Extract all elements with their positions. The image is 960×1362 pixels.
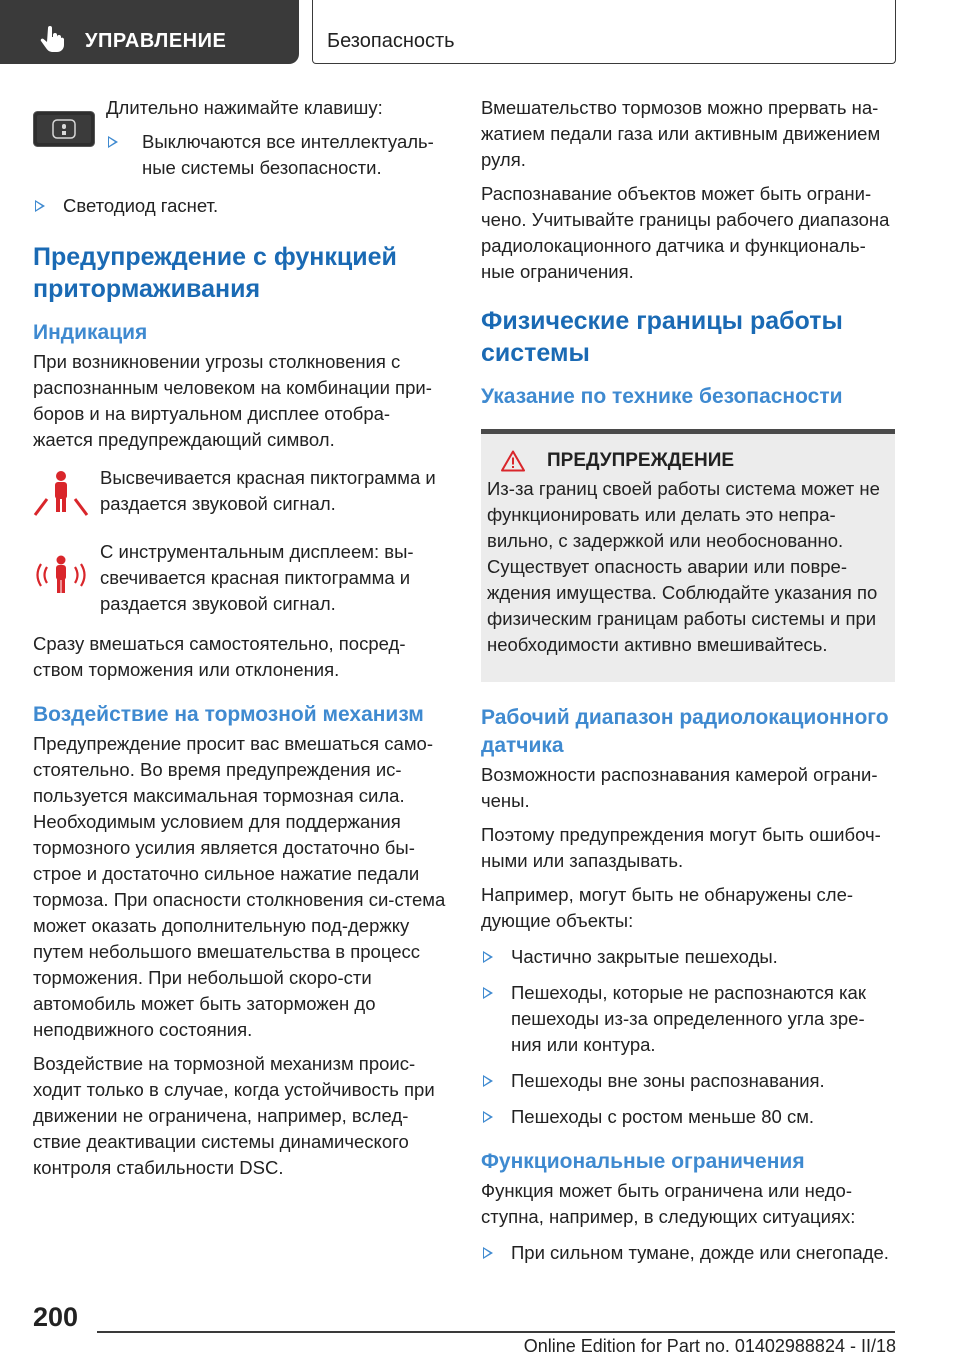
icon1-text: Высвечивается красная пиктограмма и раздается звуковой сигнал. [100,467,436,514]
brake-assist-button-icon [33,111,95,147]
heading-indication: Индикация [33,321,148,344]
paragraph-range-2: Поэтому предупреждения могут быть ошибоч-ными или запаздывать. [481,824,881,871]
list-item: Пешеходы, которые не распознаются как пешеходы из-за определенного угла зре-ния или контура. [481,980,895,1058]
bullet-triangle-icon [483,1075,493,1087]
heading-radar-range: Рабочий диапазон радиолокационного датчика [481,706,889,757]
icon-row-1 [33,465,447,517]
list-item: Выключаются все интеллектуаль-ные системы безопасности. [106,129,447,181]
warning-text: Из-за границ своей работы система может не функционировать или делать это непра-вильно, с задержкой или необоснованно. Существует опасность аварии или повре-ждения имущества. Соблюдайте указания по физическим границам работы системы и при необходимости активно вмешивайтесь. [487,478,880,655]
bullet-triangle-icon [108,136,118,148]
press-instruction [33,95,447,181]
pedestrian-alert-icon [33,555,89,595]
header-subsection-frame [312,0,896,64]
list-item: Частично закрытые пешеходы. [481,944,895,970]
header-section-tab [0,0,299,64]
paragraph-func: Функция может быть ограничена или недо-ступна, например, в следующих ситуациях: [481,1180,856,1227]
heading-physical-limits: Физические границы работы системы [481,307,843,367]
paragraph-range-3: Например, могут быть не обнаружены сле-дующие объекты: [481,884,854,931]
header-section-label: УПРАВЛЕНИЕ [85,30,227,52]
bullet-triangle-icon [483,1247,493,1259]
heading-safety-note: Указание по технике безопасности [481,385,843,408]
paragraph-range-1: Возможности распознавания камерой ограни-чены. [481,764,878,811]
paragraph-interrupt: Вмешательство тормозов можно прервать на-жатием педали газа или активным движением руля. [481,97,881,170]
list-item: Светодиод гаснет. [33,193,447,219]
bullet-triangle-icon [483,1111,493,1123]
paragraph-react: Сразу вмешаться самостоятельно, посред-ством торможения или отклонения. [33,633,406,680]
icon2-text: С инструментальным дисплеем: вы-свечивается красная пиктограмма и раздается звуковой сигнал. [100,541,414,614]
paragraph-brake-2: Воздействие на тормозной механизм проис-ходит только в случае, когда устойчивость при движении не ограничена, например, вслед-ствие деактивации системы динамического контроля стабильности DSC. [33,1053,435,1178]
list-item: Пешеходы вне зоны распознавания. [481,1068,895,1094]
page-number: 200 [33,1302,79,1332]
press-text: Длительно нажимайте клавишу: [106,97,383,118]
warning-title: ПРЕДУПРЕЖДЕНИЕ [487,450,887,472]
heading-warning-braking: Предупреждение с функцией притормаживания [33,243,397,303]
hand-pointer-icon [40,26,66,52]
list-item: Пешеходы с ростом меньше 80 см. [481,1104,895,1130]
bullet-triangle-icon [483,951,493,963]
warning-box [481,429,895,682]
header-subsection-label: Безопасность [327,30,455,52]
left-column [33,95,447,1181]
paragraph-brake-1: Предупреждение просит вас вмешаться само-стоятельно. Во время предупреждения ис-пользуется максимальная тормозная сила. Необходимым условием для поддержания тормозного усилия является достаточно бы-строе и достаточно сильное нажатие педали тормоза. При опасности столкновения си-стема может оказать дополнительную под-держку путем небольшого вмешательства в процесс торможения. При небольшой скоро-сти автомобиль может быть заторможен до неподвижного состояния. [33,733,446,1040]
bullet-triangle-icon [483,987,493,999]
heading-func-limits: Функциональные ограничения [481,1150,805,1173]
footer-edition: Online Edition for Part no. 01402988824 - II/18 [523,1336,896,1356]
paragraph-limits: Распознавание объектов может быть ограни-чено. Учитывайте границы рабочего диапазона радиолокационного датчика и функциональ-ные ограничения. [481,183,890,282]
heading-brake-action: Воздействие на тормозной механизм [33,703,424,726]
warning-triangle-icon [501,450,525,472]
paragraph-indication: При возникновении угрозы столкновения с распознанным человеком на комбинации при-боров и на виртуальном дисплее отобра-жается предупреждающий символ. [33,351,432,450]
footer-divider [97,1331,895,1333]
list-item: При сильном тумане, дожде или снегопаде. [481,1240,895,1266]
right-column [481,95,895,1266]
pedestrian-warning-icon [33,469,89,519]
icon-row-2 [33,539,447,617]
bullet-triangle-icon [35,200,45,212]
